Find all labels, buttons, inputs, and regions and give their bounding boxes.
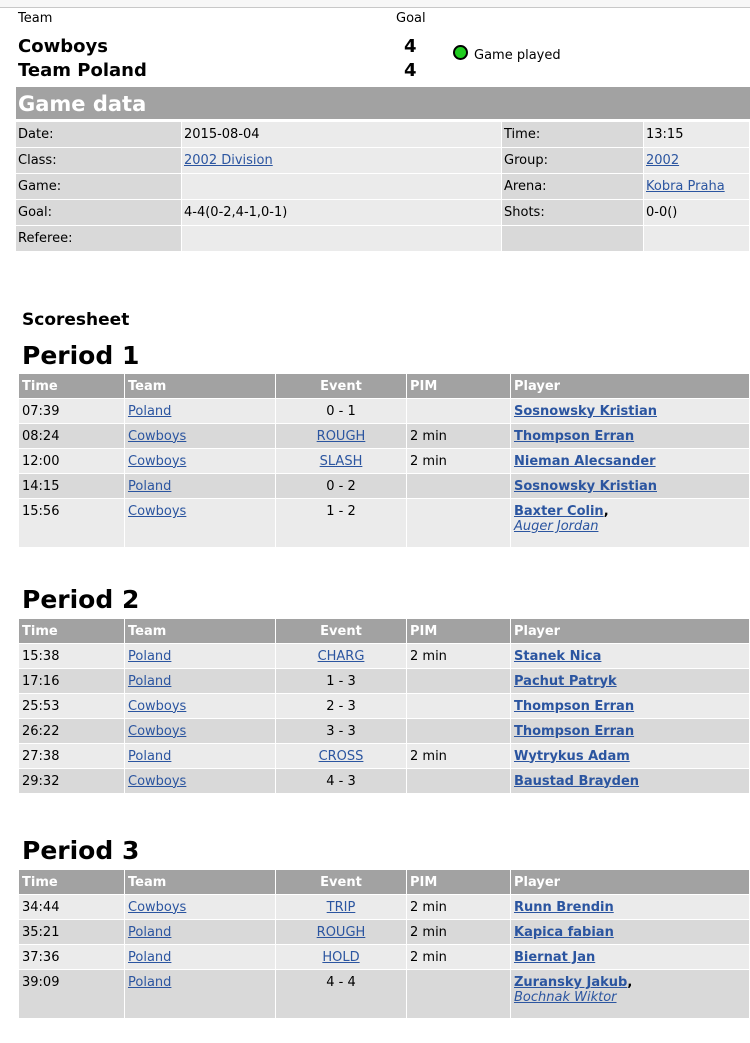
event-player bbox=[511, 945, 750, 970]
period-title: Period 2 bbox=[22, 585, 140, 614]
event-row bbox=[19, 970, 750, 1019]
event-row bbox=[19, 424, 750, 449]
player-link[interactable]: Pachut Patryk bbox=[514, 673, 617, 689]
event-type bbox=[276, 945, 407, 970]
penalty-link[interactable]: CROSS bbox=[318, 748, 364, 764]
event-team bbox=[125, 970, 276, 1019]
game-data-value bbox=[644, 226, 750, 252]
player-link[interactable]: Thompson Erran bbox=[514, 723, 635, 739]
game-data-value: 13:15 bbox=[644, 122, 750, 148]
player-link[interactable]: Thompson Erran bbox=[514, 428, 635, 444]
event-row bbox=[19, 744, 750, 769]
event-time: 37:36 bbox=[19, 945, 125, 970]
player-link[interactable]: Thompson Erran bbox=[514, 698, 635, 714]
event-type: 0 - 1 bbox=[276, 399, 407, 424]
column-header-event: Event bbox=[276, 619, 407, 644]
column-header-player: Player bbox=[511, 619, 750, 644]
penalty-link[interactable]: TRIP bbox=[326, 899, 356, 915]
game-data-row bbox=[16, 148, 750, 174]
team-link[interactable]: Cowboys bbox=[128, 773, 187, 789]
column-header-event: Event bbox=[276, 870, 407, 895]
event-pim bbox=[407, 694, 511, 719]
column-header-event: Event bbox=[276, 374, 407, 399]
event-player bbox=[511, 719, 750, 744]
player-link[interactable]: Nieman Alecsander bbox=[514, 453, 656, 469]
event-player bbox=[511, 769, 750, 794]
event-time: 26:22 bbox=[19, 719, 125, 744]
game-status-label: Game played bbox=[474, 48, 561, 63]
event-team bbox=[125, 945, 276, 970]
team-link[interactable]: Cowboys bbox=[128, 899, 187, 915]
event-type bbox=[276, 449, 407, 474]
game-data-label: Group: bbox=[502, 148, 644, 174]
game-played-status-icon bbox=[453, 45, 468, 60]
arena-link[interactable]: Kobra Praha bbox=[646, 179, 725, 194]
event-time: 25:53 bbox=[19, 694, 125, 719]
game-data-value bbox=[182, 174, 502, 200]
game-data-value: 4-4(0-2,4-1,0-1) bbox=[182, 200, 502, 226]
event-team bbox=[125, 399, 276, 424]
column-header-time: Time bbox=[19, 619, 125, 644]
game-data-label: Goal: bbox=[16, 200, 182, 226]
game-data-value bbox=[182, 226, 502, 252]
penalty-link[interactable]: HOLD bbox=[322, 949, 360, 965]
event-row bbox=[19, 694, 750, 719]
game-status bbox=[453, 48, 561, 63]
event-time: 14:15 bbox=[19, 474, 125, 499]
team-link[interactable]: Poland bbox=[128, 949, 172, 965]
column-header-time: Time bbox=[19, 870, 125, 895]
player-comma: , bbox=[627, 975, 633, 990]
game-data-label: Arena: bbox=[502, 174, 644, 200]
event-pim bbox=[407, 719, 511, 744]
team-link[interactable]: Poland bbox=[128, 478, 172, 494]
player-link[interactable]: Sosnowsky Kristian bbox=[514, 478, 657, 494]
player-link[interactable]: Runn Brendin bbox=[514, 899, 614, 915]
game-data-title: Game data bbox=[16, 87, 750, 119]
event-pim: 2 min bbox=[407, 945, 511, 970]
event-team bbox=[125, 449, 276, 474]
event-pim bbox=[407, 474, 511, 499]
event-team bbox=[125, 719, 276, 744]
assist-player-link[interactable]: Bochnak Wiktor bbox=[514, 990, 617, 1005]
event-player bbox=[511, 499, 750, 548]
column-header-player: Player bbox=[511, 870, 750, 895]
event-time: 17:16 bbox=[19, 669, 125, 694]
event-pim: 2 min bbox=[407, 895, 511, 920]
event-player bbox=[511, 970, 750, 1019]
window-top-bar bbox=[0, 0, 750, 8]
game-data-label: Time: bbox=[502, 122, 644, 148]
game-data-value: 0-0() bbox=[644, 200, 750, 226]
event-player bbox=[511, 920, 750, 945]
penalty-link[interactable]: SLASH bbox=[319, 453, 363, 469]
game-data-value bbox=[182, 148, 502, 174]
event-team bbox=[125, 669, 276, 694]
event-pim bbox=[407, 399, 511, 424]
event-row bbox=[19, 769, 750, 794]
event-time: 35:21 bbox=[19, 920, 125, 945]
event-player bbox=[511, 424, 750, 449]
away-team-goals: 4 bbox=[404, 60, 417, 81]
assist-player-link[interactable]: Auger Jordan bbox=[514, 519, 599, 534]
period-title: Period 1 bbox=[22, 341, 140, 370]
event-time: 12:00 bbox=[19, 449, 125, 474]
away-team-name: Team Poland bbox=[18, 60, 147, 81]
period-header-row bbox=[19, 374, 750, 399]
period-table bbox=[19, 619, 750, 794]
event-team bbox=[125, 920, 276, 945]
event-pim: 2 min bbox=[407, 644, 511, 669]
event-row bbox=[19, 719, 750, 744]
event-row bbox=[19, 499, 750, 548]
event-player bbox=[511, 644, 750, 669]
event-row bbox=[19, 399, 750, 424]
player-comma: , bbox=[603, 504, 609, 519]
home-team-name: Cowboys bbox=[18, 36, 108, 57]
event-row bbox=[19, 945, 750, 970]
event-type: 3 - 3 bbox=[276, 719, 407, 744]
column-header-team: Team bbox=[125, 870, 276, 895]
event-player bbox=[511, 449, 750, 474]
game-data-label: Game: bbox=[16, 174, 182, 200]
team-link[interactable]: Cowboys bbox=[128, 723, 187, 739]
period-header-row bbox=[19, 619, 750, 644]
event-time: 07:39 bbox=[19, 399, 125, 424]
event-team bbox=[125, 769, 276, 794]
team-link[interactable]: Cowboys bbox=[128, 698, 187, 714]
event-team bbox=[125, 644, 276, 669]
event-team bbox=[125, 474, 276, 499]
column-header-team: Team bbox=[125, 619, 276, 644]
event-pim: 2 min bbox=[407, 424, 511, 449]
player-link[interactable]: Wytrykus Adam bbox=[514, 748, 630, 764]
home-team-goals: 4 bbox=[404, 36, 417, 57]
player-link[interactable]: Stanek Nica bbox=[514, 648, 602, 664]
game-data-label: Shots: bbox=[502, 200, 644, 226]
event-row bbox=[19, 669, 750, 694]
period-table bbox=[19, 870, 750, 1019]
goal-column-header: Goal bbox=[396, 11, 426, 26]
game-data-row bbox=[16, 200, 750, 226]
event-time: 15:38 bbox=[19, 644, 125, 669]
event-type: 2 - 3 bbox=[276, 694, 407, 719]
event-type: 1 - 3 bbox=[276, 669, 407, 694]
event-time: 29:32 bbox=[19, 769, 125, 794]
period-table bbox=[19, 374, 750, 548]
event-player bbox=[511, 694, 750, 719]
group-link[interactable]: 2002 bbox=[646, 153, 680, 168]
event-player bbox=[511, 399, 750, 424]
column-header-team: Team bbox=[125, 374, 276, 399]
team-link[interactable]: Poland bbox=[128, 748, 172, 764]
event-type bbox=[276, 424, 407, 449]
event-team bbox=[125, 895, 276, 920]
event-row bbox=[19, 920, 750, 945]
event-pim bbox=[407, 970, 511, 1019]
event-player bbox=[511, 669, 750, 694]
event-type: 1 - 2 bbox=[276, 499, 407, 548]
event-type: 0 - 2 bbox=[276, 474, 407, 499]
event-type: 4 - 4 bbox=[276, 970, 407, 1019]
event-time: 08:24 bbox=[19, 424, 125, 449]
event-row bbox=[19, 474, 750, 499]
event-team bbox=[125, 694, 276, 719]
event-time: 27:38 bbox=[19, 744, 125, 769]
game-data-value bbox=[644, 148, 750, 174]
column-header-time: Time bbox=[19, 374, 125, 399]
team-link[interactable]: Cowboys bbox=[128, 428, 187, 444]
scoresheet-title: Scoresheet bbox=[22, 310, 130, 330]
event-time: 15:56 bbox=[19, 499, 125, 548]
player-link[interactable]: Zuransky Jakub bbox=[514, 975, 628, 990]
penalty-link[interactable]: CHARG bbox=[317, 648, 365, 664]
game-data-label bbox=[502, 226, 644, 252]
game-data-label: Referee: bbox=[16, 226, 182, 252]
game-data-label: Class: bbox=[16, 148, 182, 174]
event-row bbox=[19, 449, 750, 474]
team-column-header: Team bbox=[18, 11, 53, 26]
game-data-table bbox=[16, 122, 750, 252]
game-data-row bbox=[16, 122, 750, 148]
penalty-link[interactable]: ROUGH bbox=[316, 924, 366, 940]
event-type bbox=[276, 744, 407, 769]
class-link[interactable]: 2002 Division bbox=[184, 153, 273, 168]
team-link[interactable]: Cowboys bbox=[128, 453, 187, 469]
event-row bbox=[19, 895, 750, 920]
event-pim: 2 min bbox=[407, 744, 511, 769]
game-data-row bbox=[16, 174, 750, 200]
event-type: 4 - 3 bbox=[276, 769, 407, 794]
team-link[interactable]: Poland bbox=[128, 673, 172, 689]
event-type bbox=[276, 920, 407, 945]
game-data-value: 2015-08-04 bbox=[182, 122, 502, 148]
game-data-row bbox=[16, 226, 750, 252]
event-row bbox=[19, 644, 750, 669]
player-link[interactable]: Biernat Jan bbox=[514, 949, 596, 965]
event-pim bbox=[407, 499, 511, 548]
column-header-pim: PIM bbox=[407, 619, 511, 644]
event-time: 39:09 bbox=[19, 970, 125, 1019]
team-link[interactable]: Poland bbox=[128, 403, 172, 419]
event-team bbox=[125, 424, 276, 449]
player-link[interactable]: Kapica fabian bbox=[514, 924, 614, 940]
event-team bbox=[125, 744, 276, 769]
team-link[interactable]: Poland bbox=[128, 648, 172, 664]
event-pim: 2 min bbox=[407, 920, 511, 945]
event-type bbox=[276, 895, 407, 920]
event-pim: 2 min bbox=[407, 449, 511, 474]
event-time: 34:44 bbox=[19, 895, 125, 920]
game-data-value bbox=[644, 174, 750, 200]
team-link[interactable]: Poland bbox=[128, 975, 172, 990]
event-type bbox=[276, 644, 407, 669]
event-player bbox=[511, 474, 750, 499]
team-link[interactable]: Poland bbox=[128, 924, 172, 940]
column-header-pim: PIM bbox=[407, 374, 511, 399]
column-header-player: Player bbox=[511, 374, 750, 399]
period-header-row bbox=[19, 870, 750, 895]
player-link[interactable]: Baustad Brayden bbox=[514, 773, 640, 789]
player-link[interactable]: Sosnowsky Kristian bbox=[514, 403, 657, 419]
column-header-pim: PIM bbox=[407, 870, 511, 895]
player-link[interactable]: Baxter Colin bbox=[514, 504, 604, 519]
event-player bbox=[511, 744, 750, 769]
event-pim bbox=[407, 669, 511, 694]
penalty-link[interactable]: ROUGH bbox=[316, 428, 366, 444]
event-pim bbox=[407, 769, 511, 794]
team-link[interactable]: Cowboys bbox=[128, 504, 187, 519]
event-team bbox=[125, 499, 276, 548]
event-player bbox=[511, 895, 750, 920]
game-data-label: Date: bbox=[16, 122, 182, 148]
period-title: Period 3 bbox=[22, 836, 140, 865]
